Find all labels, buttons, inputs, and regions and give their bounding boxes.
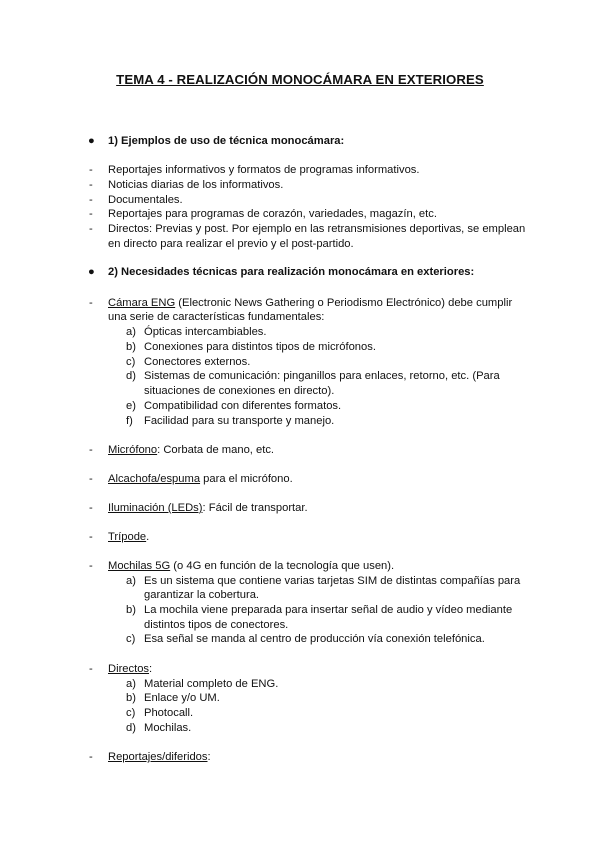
camara-rest: (Electronic News Gathering o Periodismo Electrónico) debe cumplir <box>175 297 513 309</box>
page-title: TEMA 4 - REALIZACIÓN MONOCÁMARA EN EXTERIORES <box>116 72 484 87</box>
list-item: Documentales. <box>108 194 183 206</box>
reportajes-rest: : <box>207 751 211 763</box>
tripode-rest: . <box>146 531 150 543</box>
dash: - <box>89 531 93 543</box>
dash: - <box>89 179 93 191</box>
list-item: Noticias diarias de los informativos. <box>108 179 284 191</box>
sub-marker: d) <box>126 370 136 382</box>
sub-marker: b) <box>126 604 136 616</box>
dash: - <box>89 663 93 675</box>
sub-item: Photocall. <box>144 707 194 719</box>
sub-item: Mochilas. <box>144 722 192 734</box>
bullet: ● <box>88 135 95 147</box>
sub-item: Sistemas de comunicación: pinganillos para enlaces, retorno, etc. (Para <box>144 370 500 382</box>
sub-marker: c) <box>126 356 136 368</box>
sub-item-continuation: situaciones de conexiones en directo). <box>144 385 335 397</box>
dash: - <box>89 473 93 485</box>
alcachofa-rest: para el micrófono. <box>200 473 293 485</box>
microfono-label: Micrófono <box>108 444 158 456</box>
directos-label: Directos <box>108 663 150 675</box>
sub-item: Conexiones para distintos tipos de micrófonos. <box>144 341 376 353</box>
camara-continuation: una serie de características fundamentales: <box>108 311 325 323</box>
camara-label: Cámara ENG <box>108 297 176 309</box>
sub-marker: d) <box>126 722 136 734</box>
dash: - <box>89 444 93 456</box>
sub-item: Ópticas intercambiables. <box>144 326 267 338</box>
camara-item <box>108 296 512 311</box>
list-item: Reportajes para programas de corazón, variedades, magazín, etc. <box>108 208 437 220</box>
sub-marker: a) <box>126 678 136 690</box>
directos-item <box>108 662 152 677</box>
sub-marker: a) <box>126 326 136 338</box>
mochilas-label: Mochilas 5G <box>108 560 171 572</box>
iluminacion-label: Iluminación (LEDs) <box>108 502 203 514</box>
tripode-item <box>108 530 149 545</box>
sub-item: Es un sistema que contiene varias tarjetas SIM de distintas compañías para <box>144 575 521 587</box>
iluminacion-rest: : Fácil de transportar. <box>202 502 308 514</box>
sub-item: Facilidad para su transporte y manejo. <box>144 415 335 427</box>
sub-item: La mochila viene preparada para insertar señal de audio y vídeo mediante <box>144 604 513 616</box>
sub-item: Enlace y/o UM. <box>144 692 220 704</box>
sub-item-continuation: garantizar la cobertura. <box>144 589 260 601</box>
section-2-heading-text: 2) Necesidades técnicas para realización monocámara en exteriores: <box>108 266 475 278</box>
sub-marker: e) <box>126 400 136 412</box>
sub-marker: c) <box>126 707 136 719</box>
tripode-label: Trípode <box>108 531 147 543</box>
sub-marker: a) <box>126 575 136 587</box>
directos-rest: : <box>149 663 153 675</box>
sub-item: Esa señal se manda al centro de producción vía conexión telefónica. <box>144 633 485 645</box>
alcachofa-label: Alcachofa/espuma <box>108 473 201 485</box>
microfono-rest: : Corbata de mano, etc. <box>157 444 275 456</box>
dash: - <box>89 208 93 220</box>
list-item-continuation: en directo para realizar el previo y el post-partido. <box>108 238 354 250</box>
microfono-item <box>108 443 274 458</box>
dash: - <box>89 502 93 514</box>
list-item: Directos: Previas y post. Por ejemplo en las retransmisiones deportivas, se emplean <box>108 223 526 235</box>
dash: - <box>89 164 93 176</box>
iluminacion-item <box>108 501 308 516</box>
reportajes-label: Reportajes/diferidos <box>108 751 208 763</box>
sub-marker: c) <box>126 633 136 645</box>
section-1-heading-text: 1) Ejemplos de uso de técnica monocámara: <box>108 135 345 147</box>
mochilas-rest: (o 4G en función de la tecnología que usen). <box>170 560 395 572</box>
sub-item-continuation: distintos tipos de conectores. <box>144 619 289 631</box>
list-item: Reportajes informativos y formatos de programas informativos. <box>108 164 420 176</box>
alcachofa-item <box>108 472 293 487</box>
sub-marker: b) <box>126 341 136 353</box>
sub-item: Compatibilidad con diferentes formatos. <box>144 400 342 412</box>
mochilas-item <box>108 559 394 574</box>
bullet: ● <box>88 266 95 278</box>
sub-item: Material completo de ENG. <box>144 678 279 690</box>
sub-item: Conectores externos. <box>144 356 251 368</box>
dash: - <box>89 560 93 572</box>
reportajes-item <box>108 750 211 765</box>
dash: - <box>89 223 93 235</box>
sub-marker: f) <box>126 415 133 427</box>
dash: - <box>89 751 93 763</box>
dash: - <box>89 194 93 206</box>
sub-marker: b) <box>126 692 136 704</box>
dash: - <box>89 297 93 309</box>
